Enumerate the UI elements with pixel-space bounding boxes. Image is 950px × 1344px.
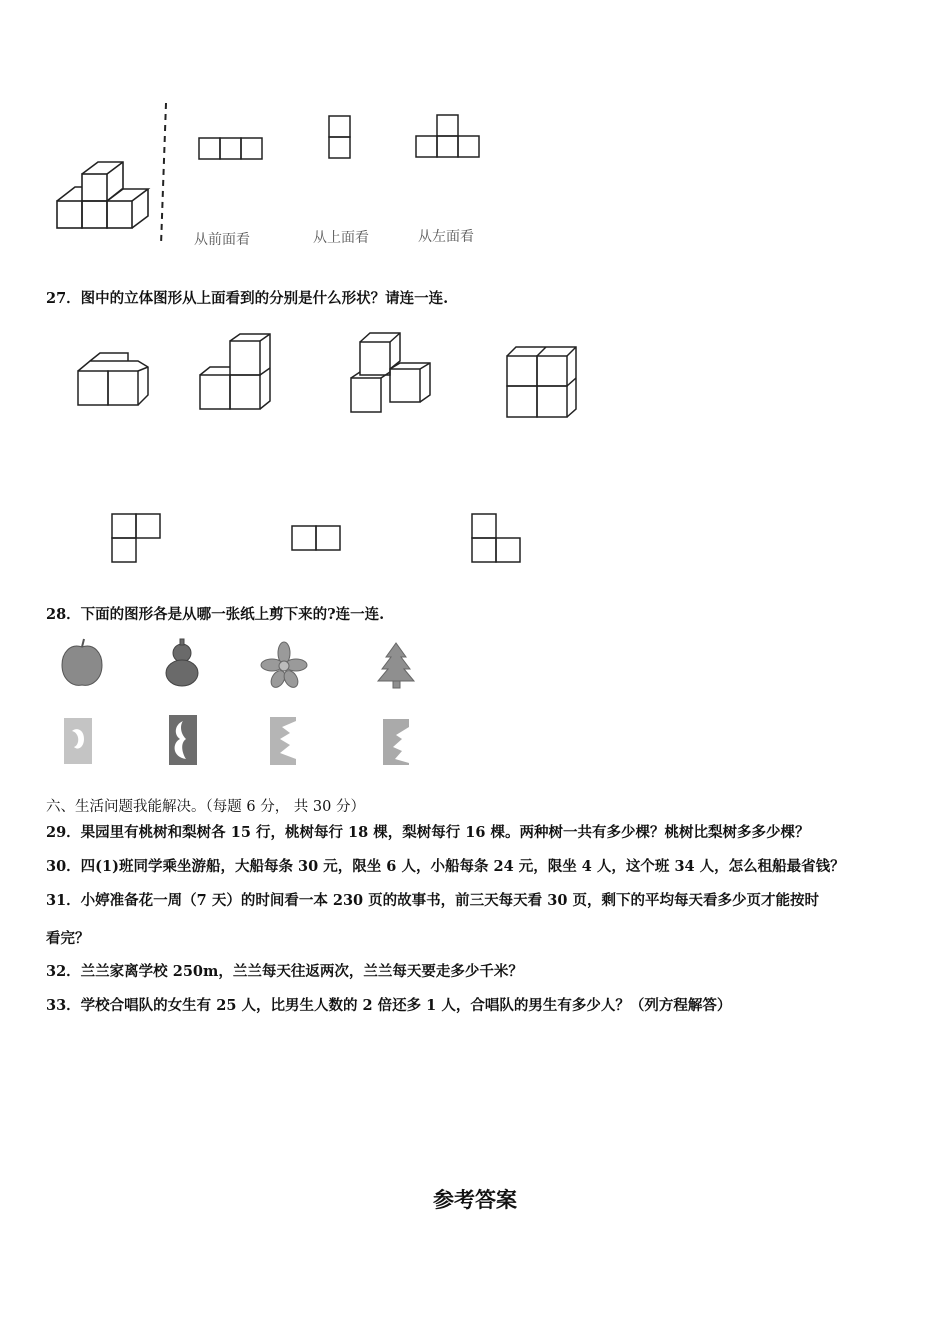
q32-text: 32．兰兰家离学校 250m，兰兰每天往返两次，兰兰每天要走多少千米？: [46, 963, 523, 980]
solid-b: [200, 334, 270, 409]
q27-top-views: [100, 505, 540, 570]
q28-shapes: [50, 635, 430, 775]
q26-left-view: [416, 115, 479, 157]
tree-shape: [378, 643, 414, 688]
paper-tree-cut: [383, 719, 409, 765]
q30-text: 30．四(1)班同学乘坐游船，大船每条 30 元，限坐 6 人，小船每条 24 元，限坐 4 人，这个班 34 人，怎么租船最省钱？: [46, 858, 845, 875]
solid-d: [507, 347, 576, 417]
q27-solids: [60, 325, 600, 430]
flower-shape: [261, 642, 307, 690]
section6-heading: 六、生活问题我能解决。（每题 6 分， 共 30 分）: [46, 799, 365, 815]
solid-a: [78, 353, 148, 405]
q27-text: 27．图中的立体图形从上面看到的分别是什么形状？请连一连.: [46, 290, 449, 307]
q26-divider: [161, 103, 166, 245]
q26-top-view: [329, 116, 350, 158]
paper-flower-cut: [270, 717, 296, 765]
q26-caption-front: 从前面看: [194, 232, 250, 248]
q31-text-line2: 看完？: [46, 930, 90, 947]
apple-shape: [62, 639, 102, 685]
solid-c: [351, 333, 430, 412]
top-view-b: [292, 526, 340, 550]
q26-caption-left: 从左面看: [418, 229, 474, 245]
gourd-shape: [166, 639, 198, 686]
q26-solid: [57, 162, 148, 228]
q26-front-view: [199, 138, 262, 159]
q31-text-line1: 31．小婷准备花一周（7 天）的时间看一本 230 页的故事书，前三天每天看 30 页，剩下的平均每天看多少页才能按时: [46, 892, 819, 909]
q29-text: 29．果园里有桃树和梨树各 15 行，桃树每行 18 棵，梨树每行 16 棵。两种树一共有多少棵？桃树比梨树多多少棵？: [46, 824, 810, 841]
paper-gourd-cut: [169, 715, 197, 765]
top-view-c: [472, 514, 520, 562]
q33-text: 33．学校合唱队的女生有 25 人，比男生人数的 2 倍还多 1 人，合唱队的男生有多少人？（列方程解答）: [46, 997, 732, 1014]
paper-apple-cut: [64, 718, 92, 764]
q26-figure: [40, 95, 510, 260]
answer-title: 参考答案: [433, 1188, 517, 1212]
q26-caption-top: 从上面看: [313, 230, 369, 246]
q28-text: 28．下面的图形各是从哪一张纸上剪下来的?连一连.: [46, 606, 385, 623]
top-view-a: [112, 514, 160, 562]
